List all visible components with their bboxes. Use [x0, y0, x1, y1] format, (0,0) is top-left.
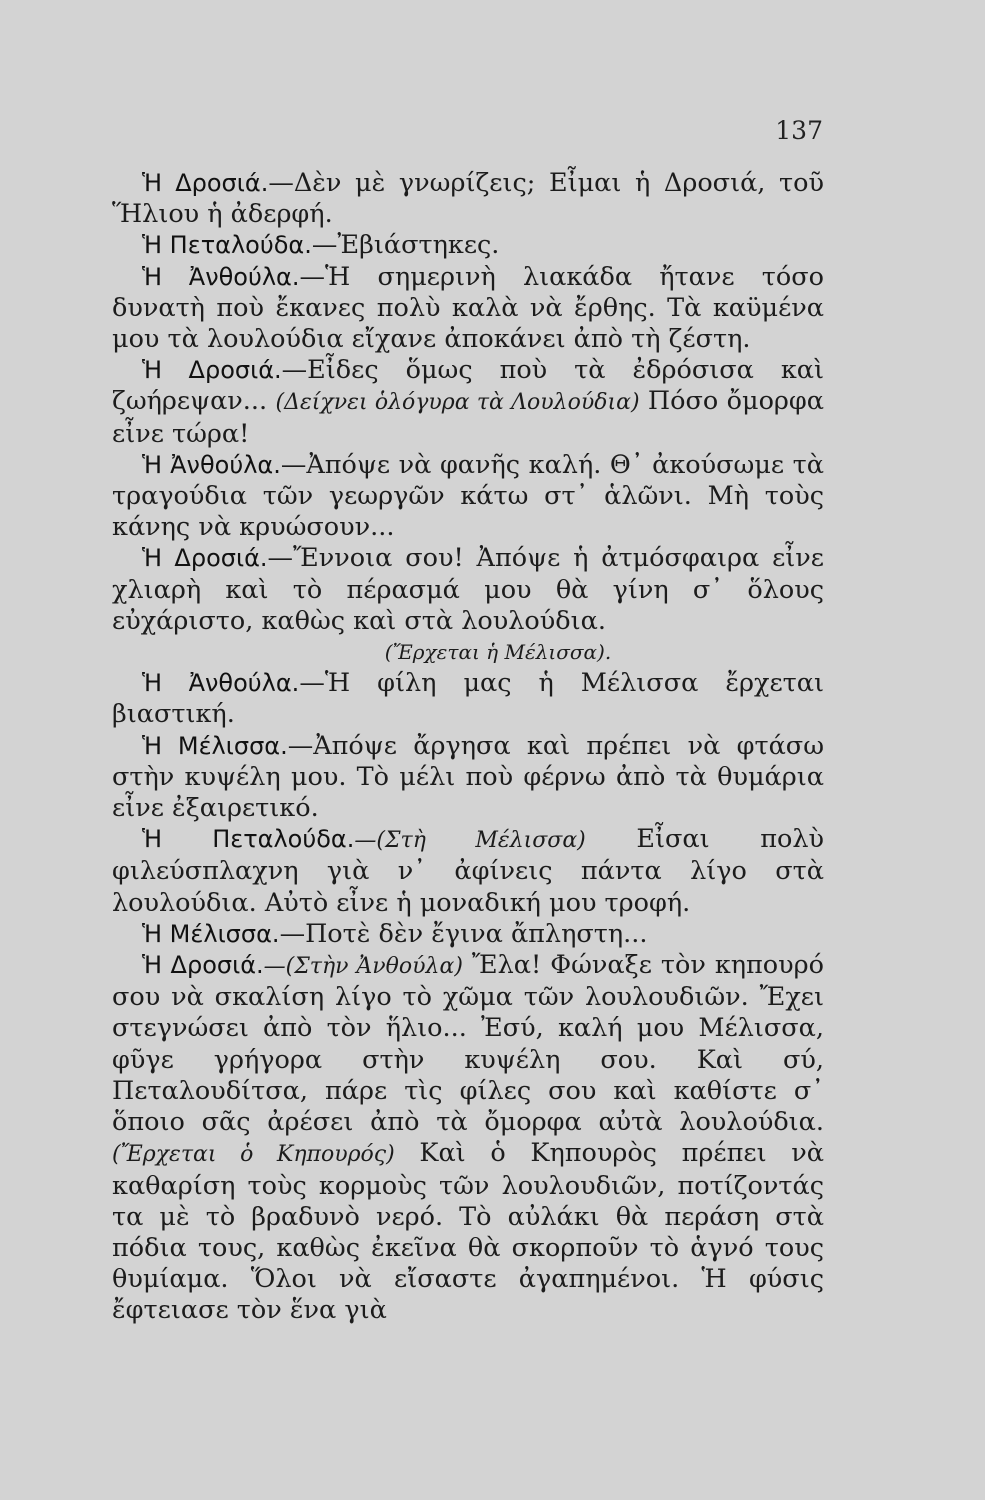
speaker-name: Ἡ Μέλισσα.: [142, 919, 280, 948]
paragraph-8: [112, 731, 824, 825]
paragraph-7: [112, 668, 824, 730]
paragraph-9: [112, 824, 824, 919]
paragraph-2: [112, 230, 824, 261]
dialogue-text: —Ἀπόψε νὰ φανῆς καλή. Θ᾽ ἀκούσωμε τὰ τραγούδια τῶν γεωργῶν κάτω στ᾽ ἁλῶνι. Μὴ τοὺς κάνης νὰ κρυώσουν...: [112, 449, 824, 543]
speaker-name: Ἡ Ἀνθούλα.: [142, 450, 281, 479]
dialogue-text: —Ἀπόψε ἄργησα καὶ πρέπει νὰ φτάσω στὴν κυψέλη μου. Τὸ μέλι ποὺ φέρνω ἀπὸ τὰ θυμάρια εἶνε ἐξαιρετικό.: [112, 730, 824, 824]
page-number: 137: [775, 116, 823, 145]
speaker-name: Ἡ Ἀνθούλα.: [142, 262, 300, 291]
dialogue-text: —Ἐβιάστηκες.: [311, 230, 500, 261]
paragraph-1: [112, 168, 824, 230]
stage-direction-line: (Ἔρχεται ἡ Μέλισσα).: [384, 640, 612, 665]
paragraph-10: [112, 919, 824, 950]
dialogue-text: —Ἔννοια σου! Ἀπόψε ἡ ἀτμόσφαιρα εἶνε χλιαρὴ καὶ τὸ πέρασμά μου θὰ γίνη σ᾽ ὅλους εὐχάριστο, καθὼς καὶ στὰ λουλούδια.: [112, 543, 824, 636]
speaker-name: Ἡ Μέλισσα.: [142, 731, 288, 760]
dialogue-text: —Ποτὲ δὲν ἔγινα ἄπληστη...: [279, 918, 648, 949]
paragraph-11: [112, 950, 824, 1326]
paragraph-4: [112, 355, 824, 450]
stage-direction: —(Στὴ Μέλισσα): [354, 828, 586, 854]
speaker-name: Ἡ Πεταλούδα.: [142, 825, 355, 854]
speaker-name: Ἡ Δροσιά.: [142, 356, 282, 385]
dialogue-text: —Ἡ φίλη μας ἡ Μέλισσα ἔρχεται βιαστική.: [112, 668, 824, 730]
speaker-name: Ἡ Δροσιά.: [142, 169, 269, 197]
paragraph-6: [112, 543, 824, 637]
dialogue-text: —Δὲν μὲ γνωρίζεις; Εἶμαι ἡ Δροσιά, τοῦ Ἥλιου ἡ ἀδερφή.: [112, 168, 824, 230]
dialogue-text: Ἔλα! Φώναξε τὸν κηπουρό σου νὰ σκαλίση λίγο τὸ χῶμα τῶν λουλουδιῶν. Ἔχει στεγνώσει ἀπὸ τὸν ἥλιο... Ἐσύ, καλή μου Μέλισσα, φῦγε γρήγορα στὴν κυψέλη σου. Καὶ σύ, Πεταλουδίτσα, πάρε τὶς φίλες σου καὶ καθίστε σ᾽ ὅποιο σᾶς ἀρέσει ἀπὸ τὰ ὄμορφα αὐτὰ λουλούδια.: [112, 950, 824, 1138]
stage-direction: (Ἔρχεται ὁ Κηπουρός): [112, 1142, 395, 1168]
dialogue-text: Πόσο ὄμορφα εἶνε τώρα!: [112, 386, 824, 449]
speaker-name: Ἡ Δροσιά.: [142, 544, 268, 573]
play-text: [112, 168, 824, 1327]
speaker-name: Ἡ Δροσιά.: [142, 951, 264, 980]
dialogue-text: —Εἶδες ὅμως ποὺ τὰ ἐδρόσισα καὶ ζωήρεψαν...: [112, 355, 825, 417]
paragraph-3: [112, 262, 824, 356]
dialogue-text: —Ἡ σημερινὴ λιακάδα ἤτανε τόσο δυνατὴ ποὺ ἔκανες πολὺ καλὰ νὰ ἔρθης. Τὰ καϋμένα μου τὰ λουλούδια εἴχανε ἀποκάνει ἀπὸ τὴ ζέστη.: [112, 261, 824, 355]
stage-direction: —(Στὴν Ἀνθούλα): [263, 954, 463, 980]
paragraph-5: [112, 450, 824, 544]
stage-direction: (Δείχνει ὁλόγυρα τὰ Λουλούδια): [275, 390, 640, 416]
speaker-name: Ἡ Πεταλούδα.: [142, 231, 312, 260]
speaker-name: Ἡ Ἀνθούλα.: [142, 669, 300, 698]
dialogue-text: Καὶ ὁ Κηπουρὸς πρέπει νὰ καθαρίση τοὺς κορμοὺς τῶν λουλουδιῶν, ποτίζοντάς τα μὲ τὸ βραδυνὸ νερό. Τὸ αὐλάκι θὰ περάση στὰ πόδια τους, καθὼς ἐκεῖνα θὰ σκορποῦν τὸ ἁγνό τους θυμίαμα. Ὅλοι νὰ εἴσαστε ἀγαπημένοι. Ἡ φύσις ἔφτειασε τὸν ἕνα γιὰ: [112, 1138, 825, 1326]
dialogue-text: Εἶσαι πολὺ φιλεύσπλαχνη γιὰ ν᾽ ἀφίνεις πάντα λίγο στὰ λουλούδια. Αὐτὸ εἶνε ἡ μοναδική μου τροφή.: [112, 824, 825, 918]
